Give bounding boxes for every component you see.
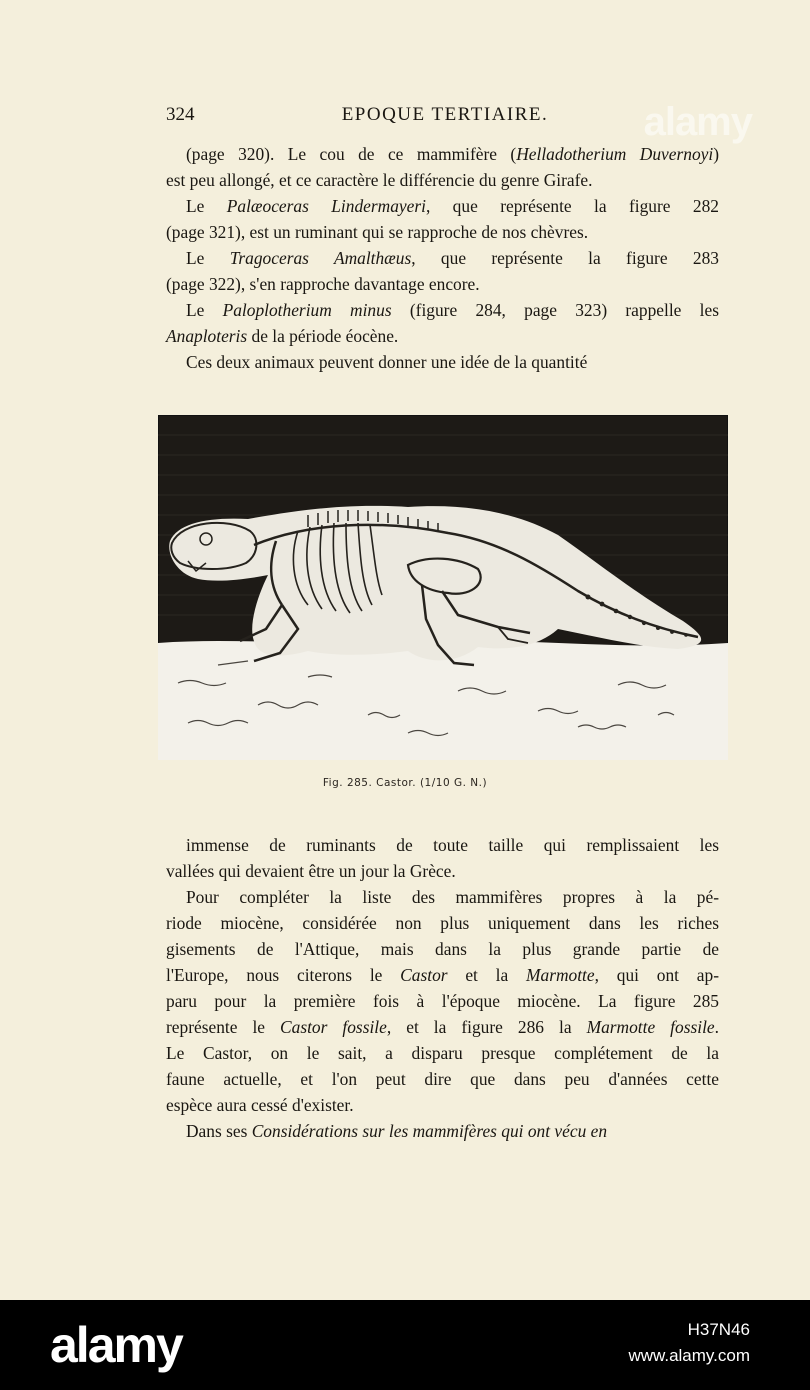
page-number: 324 [166,104,195,125]
text-run: représente le [166,1017,281,1037]
text-run: de la période éocène. [247,326,399,346]
text-run: vallées qui devaient être un jour la Grèce. [166,861,456,881]
text-run: faune actuelle, et l'on peut dire que dans peu d'années cette [166,1069,719,1089]
text-run: l'Europe, nous citerons le [166,965,401,985]
image-id: H37N46 [687,1320,750,1339]
text-run: est peu allongé, et ce caractère le différencie du genre Girafe. [166,170,593,190]
text-line [166,1066,719,1092]
italic-text: Castor [400,965,448,985]
text-line [166,193,719,219]
text-run: Le [186,300,223,320]
alamy-logo: alamy [50,1317,182,1373]
text-line [166,988,719,1014]
text-run: Le [186,196,227,216]
text-line [166,1040,719,1066]
text-line [166,1118,719,1144]
italic-text: Considérations sur les mammifères qui ont vécu en [251,1121,608,1141]
castor-figure [158,415,728,760]
italic-text: Marmotte [526,965,595,985]
text-line [166,1092,719,1118]
text-line [166,323,719,349]
text-run: Le Castor, on le sait, a disparu presque complétement de la [166,1043,719,1063]
text-line [166,858,719,884]
castor-engraving [158,415,728,760]
text-run: ) [713,144,720,164]
text-run: (page 321), est un ruminant qui se rapproche de nos chèvres. [166,222,589,242]
text-run: gisements de l'Attique, mais dans la plus grande partie de [166,939,719,959]
text-line [166,962,719,988]
page-header [166,104,724,130]
text-line [166,910,719,936]
running-title: EPOQUE TERTIAIRE. [341,104,549,125]
site-url: www.alamy.com [628,1346,750,1365]
text-run: (page 320). Le cou de ce mammifère ( [186,144,517,164]
italic-text: Helladotherium Duvernoyi [516,144,714,164]
text-line [166,1014,719,1040]
text-run: , que représente la figure 283 [411,248,719,268]
text-run: espèce aura cessé d'exister. [166,1095,354,1115]
text-run: Pour compléter la liste des mammifères propres à la pé- [186,887,719,907]
text-run: (figure 284, page 323) rappelle les [391,300,719,320]
italic-text: Palæoceras Lindermayeri [226,196,426,216]
italic-text: Tragoceras Amalthæus [229,248,412,268]
text-run: Ces deux animaux peuvent donner une idée de la quantité [186,352,588,372]
stock-footer [0,1300,810,1390]
text-line [166,271,719,297]
text-line [166,245,719,271]
text-line [166,832,719,858]
text-run: Dans ses [186,1121,252,1141]
text-line [166,297,719,323]
text-run: , et la figure 286 la [386,1017,587,1037]
text-run: riode miocène, considérée non plus uniquement dans les riches [166,913,719,933]
text-run: . [714,1017,719,1037]
italic-text: Marmotte fossile [586,1017,715,1037]
top-text-block [166,141,719,375]
text-run: et la [447,965,527,985]
text-line [166,349,719,375]
italic-text: Castor fossile [280,1017,387,1037]
text-run: paru pour la première fois à l'époque miocène. La figure 285 [166,991,719,1011]
text-line [166,141,719,167]
text-run: Le [186,248,230,268]
text-line [166,884,719,910]
figure-caption: Fig. 285. Castor. (1/10 G. N.) [322,777,488,789]
text-run: (page 322), s'en rapproche davantage encore. [166,274,480,294]
text-line [166,936,719,962]
text-line [166,219,719,245]
bottom-text-block [166,832,719,1144]
text-run: immense de ruminants de toute taille qui remplissaient les [186,835,719,855]
italic-text: Paloplotherium minus [222,300,392,320]
text-run: , qui ont ap- [594,965,719,985]
italic-text: Anaploteris [166,326,248,346]
watermark-text: alamy [643,100,752,144]
text-run: , que représente la figure 282 [425,196,719,216]
text-line [166,167,719,193]
